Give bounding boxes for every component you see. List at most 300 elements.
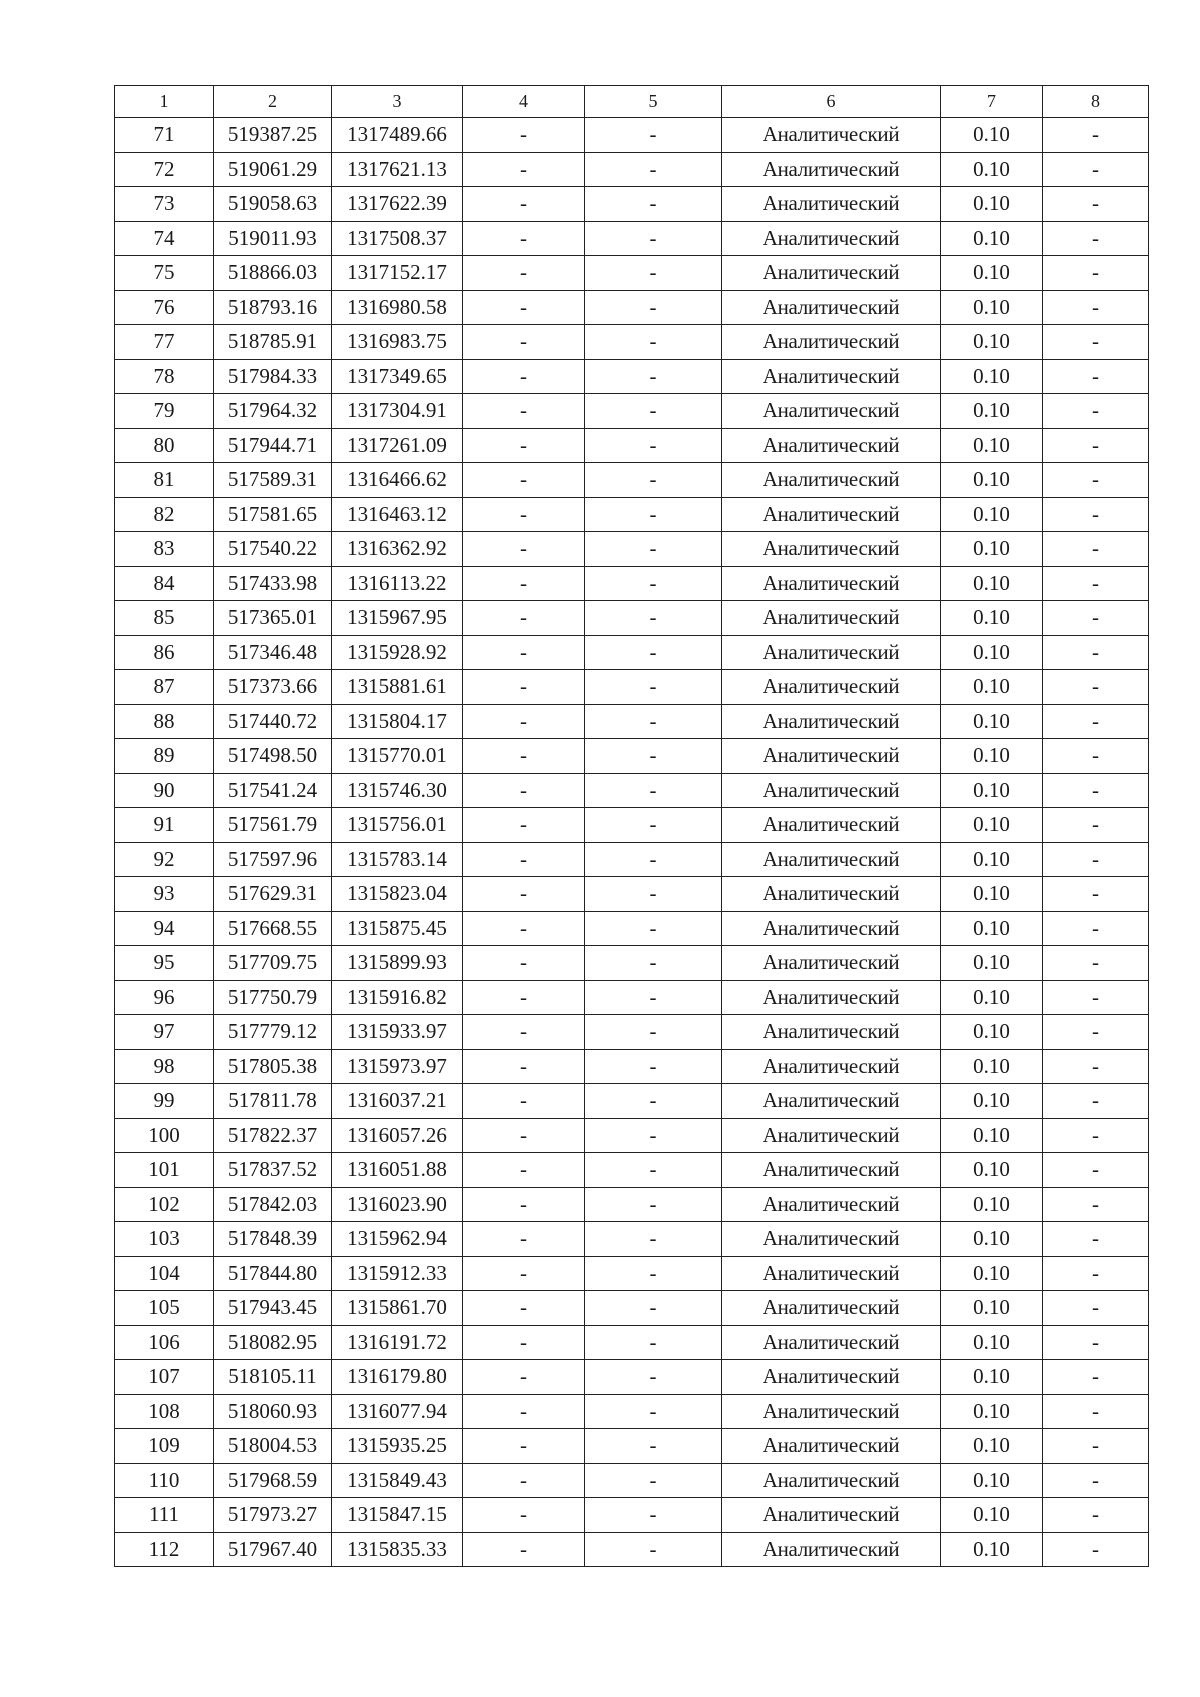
accuracy-cell: 0.10 bbox=[941, 670, 1043, 705]
x-coordinate-cell: 518793.16 bbox=[214, 290, 332, 325]
column-5-cell: - bbox=[585, 1429, 722, 1464]
method-cell: Аналитический bbox=[722, 1153, 941, 1188]
y-coordinate-cell: 1315935.25 bbox=[332, 1429, 463, 1464]
table-header bbox=[115, 86, 1149, 118]
method-cell: Аналитический bbox=[722, 1222, 941, 1257]
x-coordinate-cell: 517811.78 bbox=[214, 1084, 332, 1119]
method-cell: Аналитический bbox=[722, 118, 941, 153]
column-4-cell: - bbox=[463, 290, 585, 325]
y-coordinate-cell: 1315847.15 bbox=[332, 1498, 463, 1533]
method-cell: Аналитический bbox=[722, 739, 941, 774]
point-number-cell: 94 bbox=[115, 911, 214, 946]
table-row bbox=[115, 532, 1149, 567]
column-5-cell: - bbox=[585, 773, 722, 808]
table-row bbox=[115, 808, 1149, 843]
table-row bbox=[115, 325, 1149, 360]
y-coordinate-cell: 1316057.26 bbox=[332, 1118, 463, 1153]
column-5-cell: - bbox=[585, 980, 722, 1015]
y-coordinate-cell: 1315928.92 bbox=[332, 635, 463, 670]
accuracy-cell: 0.10 bbox=[941, 1049, 1043, 1084]
accuracy-cell: 0.10 bbox=[941, 1256, 1043, 1291]
x-coordinate-cell: 517433.98 bbox=[214, 566, 332, 601]
table-row bbox=[115, 256, 1149, 291]
column-5-cell: - bbox=[585, 1291, 722, 1326]
point-number-cell: 86 bbox=[115, 635, 214, 670]
method-cell: Аналитический bbox=[722, 1291, 941, 1326]
x-coordinate-cell: 519387.25 bbox=[214, 118, 332, 153]
table-row bbox=[115, 394, 1149, 429]
method-cell: Аналитический bbox=[722, 1118, 941, 1153]
point-number-cell: 85 bbox=[115, 601, 214, 636]
column-4-cell: - bbox=[463, 1291, 585, 1326]
y-coordinate-cell: 1316463.12 bbox=[332, 497, 463, 532]
accuracy-cell: 0.10 bbox=[941, 532, 1043, 567]
column-8-cell: - bbox=[1043, 394, 1149, 429]
y-coordinate-cell: 1315962.94 bbox=[332, 1222, 463, 1257]
column-5-cell: - bbox=[585, 187, 722, 222]
table-row bbox=[115, 739, 1149, 774]
point-number-cell: 108 bbox=[115, 1394, 214, 1429]
column-header: 8 bbox=[1043, 86, 1149, 118]
x-coordinate-cell: 517365.01 bbox=[214, 601, 332, 636]
table-row bbox=[115, 1222, 1149, 1257]
column-8-cell: - bbox=[1043, 877, 1149, 912]
method-cell: Аналитический bbox=[722, 1463, 941, 1498]
column-5-cell: - bbox=[585, 1049, 722, 1084]
method-cell: Аналитический bbox=[722, 1187, 941, 1222]
y-coordinate-cell: 1315861.70 bbox=[332, 1291, 463, 1326]
column-4-cell: - bbox=[463, 256, 585, 291]
x-coordinate-cell: 517561.79 bbox=[214, 808, 332, 843]
column-5-cell: - bbox=[585, 394, 722, 429]
column-8-cell: - bbox=[1043, 532, 1149, 567]
column-8-cell: - bbox=[1043, 118, 1149, 153]
column-5-cell: - bbox=[585, 221, 722, 256]
column-4-cell: - bbox=[463, 325, 585, 360]
method-cell: Аналитический bbox=[722, 1256, 941, 1291]
y-coordinate-cell: 1315823.04 bbox=[332, 877, 463, 912]
x-coordinate-cell: 518082.95 bbox=[214, 1325, 332, 1360]
accuracy-cell: 0.10 bbox=[941, 187, 1043, 222]
method-cell: Аналитический bbox=[722, 1394, 941, 1429]
point-number-cell: 99 bbox=[115, 1084, 214, 1119]
point-number-cell: 97 bbox=[115, 1015, 214, 1050]
y-coordinate-cell: 1316113.22 bbox=[332, 566, 463, 601]
column-4-cell: - bbox=[463, 911, 585, 946]
accuracy-cell: 0.10 bbox=[941, 1118, 1043, 1153]
accuracy-cell: 0.10 bbox=[941, 1429, 1043, 1464]
column-5-cell: - bbox=[585, 256, 722, 291]
x-coordinate-cell: 517964.32 bbox=[214, 394, 332, 429]
column-8-cell: - bbox=[1043, 1325, 1149, 1360]
column-8-cell: - bbox=[1043, 1049, 1149, 1084]
column-5-cell: - bbox=[585, 152, 722, 187]
table-row bbox=[115, 1394, 1149, 1429]
column-4-cell: - bbox=[463, 980, 585, 1015]
table-row bbox=[115, 1015, 1149, 1050]
column-8-cell: - bbox=[1043, 359, 1149, 394]
y-coordinate-cell: 1317349.65 bbox=[332, 359, 463, 394]
column-4-cell: - bbox=[463, 808, 585, 843]
column-5-cell: - bbox=[585, 911, 722, 946]
table-row bbox=[115, 980, 1149, 1015]
column-4-cell: - bbox=[463, 1463, 585, 1498]
column-4-cell: - bbox=[463, 1084, 585, 1119]
point-number-cell: 106 bbox=[115, 1325, 214, 1360]
point-number-cell: 81 bbox=[115, 463, 214, 498]
x-coordinate-cell: 517668.55 bbox=[214, 911, 332, 946]
column-8-cell: - bbox=[1043, 670, 1149, 705]
x-coordinate-cell: 517944.71 bbox=[214, 428, 332, 463]
column-4-cell: - bbox=[463, 704, 585, 739]
column-5-cell: - bbox=[585, 808, 722, 843]
column-5-cell: - bbox=[585, 601, 722, 636]
x-coordinate-cell: 517589.31 bbox=[214, 463, 332, 498]
table-row bbox=[115, 1360, 1149, 1395]
table-row bbox=[115, 463, 1149, 498]
table-row bbox=[115, 187, 1149, 222]
y-coordinate-cell: 1317622.39 bbox=[332, 187, 463, 222]
column-8-cell: - bbox=[1043, 325, 1149, 360]
column-4-cell: - bbox=[463, 842, 585, 877]
column-5-cell: - bbox=[585, 463, 722, 498]
accuracy-cell: 0.10 bbox=[941, 221, 1043, 256]
point-number-cell: 77 bbox=[115, 325, 214, 360]
table-row bbox=[115, 221, 1149, 256]
column-8-cell: - bbox=[1043, 1015, 1149, 1050]
column-4-cell: - bbox=[463, 877, 585, 912]
table-row bbox=[115, 1084, 1149, 1119]
point-number-cell: 83 bbox=[115, 532, 214, 567]
y-coordinate-cell: 1316191.72 bbox=[332, 1325, 463, 1360]
accuracy-cell: 0.10 bbox=[941, 1222, 1043, 1257]
method-cell: Аналитический bbox=[722, 1084, 941, 1119]
point-number-cell: 79 bbox=[115, 394, 214, 429]
column-header: 3 bbox=[332, 86, 463, 118]
column-4-cell: - bbox=[463, 1118, 585, 1153]
accuracy-cell: 0.10 bbox=[941, 152, 1043, 187]
table-row bbox=[115, 842, 1149, 877]
column-8-cell: - bbox=[1043, 601, 1149, 636]
point-number-cell: 71 bbox=[115, 118, 214, 153]
y-coordinate-cell: 1316466.62 bbox=[332, 463, 463, 498]
accuracy-cell: 0.10 bbox=[941, 1394, 1043, 1429]
column-4-cell: - bbox=[463, 1187, 585, 1222]
column-4-cell: - bbox=[463, 497, 585, 532]
table-row bbox=[115, 152, 1149, 187]
column-4-cell: - bbox=[463, 1360, 585, 1395]
y-coordinate-cell: 1316077.94 bbox=[332, 1394, 463, 1429]
column-5-cell: - bbox=[585, 1084, 722, 1119]
column-8-cell: - bbox=[1043, 1084, 1149, 1119]
table-row bbox=[115, 118, 1149, 153]
point-number-cell: 84 bbox=[115, 566, 214, 601]
column-4-cell: - bbox=[463, 773, 585, 808]
column-4-cell: - bbox=[463, 635, 585, 670]
column-8-cell: - bbox=[1043, 1187, 1149, 1222]
column-8-cell: - bbox=[1043, 1394, 1149, 1429]
column-8-cell: - bbox=[1043, 808, 1149, 843]
point-number-cell: 73 bbox=[115, 187, 214, 222]
column-5-cell: - bbox=[585, 1360, 722, 1395]
accuracy-cell: 0.10 bbox=[941, 118, 1043, 153]
y-coordinate-cell: 1316023.90 bbox=[332, 1187, 463, 1222]
y-coordinate-cell: 1317152.17 bbox=[332, 256, 463, 291]
table-row bbox=[115, 911, 1149, 946]
table-row bbox=[115, 290, 1149, 325]
point-number-cell: 109 bbox=[115, 1429, 214, 1464]
method-cell: Аналитический bbox=[722, 187, 941, 222]
y-coordinate-cell: 1316179.80 bbox=[332, 1360, 463, 1395]
column-5-cell: - bbox=[585, 946, 722, 981]
accuracy-cell: 0.10 bbox=[941, 566, 1043, 601]
point-number-cell: 72 bbox=[115, 152, 214, 187]
point-number-cell: 112 bbox=[115, 1532, 214, 1567]
x-coordinate-cell: 517597.96 bbox=[214, 842, 332, 877]
method-cell: Аналитический bbox=[722, 808, 941, 843]
method-cell: Аналитический bbox=[722, 256, 941, 291]
column-8-cell: - bbox=[1043, 842, 1149, 877]
column-5-cell: - bbox=[585, 1394, 722, 1429]
column-4-cell: - bbox=[463, 739, 585, 774]
column-8-cell: - bbox=[1043, 1256, 1149, 1291]
x-coordinate-cell: 517837.52 bbox=[214, 1153, 332, 1188]
column-4-cell: - bbox=[463, 152, 585, 187]
x-coordinate-cell: 517498.50 bbox=[214, 739, 332, 774]
accuracy-cell: 0.10 bbox=[941, 635, 1043, 670]
method-cell: Аналитический bbox=[722, 359, 941, 394]
table-row bbox=[115, 670, 1149, 705]
point-number-cell: 95 bbox=[115, 946, 214, 981]
table-row bbox=[115, 566, 1149, 601]
column-8-cell: - bbox=[1043, 187, 1149, 222]
table-row bbox=[115, 1291, 1149, 1326]
y-coordinate-cell: 1317621.13 bbox=[332, 152, 463, 187]
accuracy-cell: 0.10 bbox=[941, 773, 1043, 808]
x-coordinate-cell: 517844.80 bbox=[214, 1256, 332, 1291]
column-8-cell: - bbox=[1043, 221, 1149, 256]
accuracy-cell: 0.10 bbox=[941, 1498, 1043, 1533]
column-5-cell: - bbox=[585, 290, 722, 325]
x-coordinate-cell: 518105.11 bbox=[214, 1360, 332, 1395]
y-coordinate-cell: 1315835.33 bbox=[332, 1532, 463, 1567]
accuracy-cell: 0.10 bbox=[941, 256, 1043, 291]
accuracy-cell: 0.10 bbox=[941, 428, 1043, 463]
column-4-cell: - bbox=[463, 359, 585, 394]
y-coordinate-cell: 1315849.43 bbox=[332, 1463, 463, 1498]
point-number-cell: 88 bbox=[115, 704, 214, 739]
column-4-cell: - bbox=[463, 463, 585, 498]
method-cell: Аналитический bbox=[722, 394, 941, 429]
accuracy-cell: 0.10 bbox=[941, 1360, 1043, 1395]
column-8-cell: - bbox=[1043, 1498, 1149, 1533]
point-number-cell: 75 bbox=[115, 256, 214, 291]
column-5-cell: - bbox=[585, 1187, 722, 1222]
column-4-cell: - bbox=[463, 428, 585, 463]
x-coordinate-cell: 517540.22 bbox=[214, 532, 332, 567]
method-cell: Аналитический bbox=[722, 428, 941, 463]
method-cell: Аналитический bbox=[722, 1325, 941, 1360]
column-8-cell: - bbox=[1043, 463, 1149, 498]
table-row bbox=[115, 1256, 1149, 1291]
column-5-cell: - bbox=[585, 1498, 722, 1533]
column-4-cell: - bbox=[463, 1256, 585, 1291]
column-8-cell: - bbox=[1043, 1291, 1149, 1326]
method-cell: Аналитический bbox=[722, 1360, 941, 1395]
column-5-cell: - bbox=[585, 1153, 722, 1188]
x-coordinate-cell: 517848.39 bbox=[214, 1222, 332, 1257]
column-5-cell: - bbox=[585, 1325, 722, 1360]
y-coordinate-cell: 1317304.91 bbox=[332, 394, 463, 429]
x-coordinate-cell: 517967.40 bbox=[214, 1532, 332, 1567]
column-5-cell: - bbox=[585, 1222, 722, 1257]
x-coordinate-cell: 518004.53 bbox=[214, 1429, 332, 1464]
x-coordinate-cell: 519011.93 bbox=[214, 221, 332, 256]
table-row bbox=[115, 497, 1149, 532]
column-5-cell: - bbox=[585, 1463, 722, 1498]
point-number-cell: 104 bbox=[115, 1256, 214, 1291]
point-number-cell: 103 bbox=[115, 1222, 214, 1257]
column-header: 2 bbox=[214, 86, 332, 118]
column-8-cell: - bbox=[1043, 152, 1149, 187]
column-4-cell: - bbox=[463, 1222, 585, 1257]
x-coordinate-cell: 517629.31 bbox=[214, 877, 332, 912]
column-5-cell: - bbox=[585, 635, 722, 670]
column-4-cell: - bbox=[463, 670, 585, 705]
point-number-cell: 98 bbox=[115, 1049, 214, 1084]
table-row bbox=[115, 1463, 1149, 1498]
column-header: 7 bbox=[941, 86, 1043, 118]
column-5-cell: - bbox=[585, 566, 722, 601]
y-coordinate-cell: 1315746.30 bbox=[332, 773, 463, 808]
column-4-cell: - bbox=[463, 946, 585, 981]
column-4-cell: - bbox=[463, 118, 585, 153]
column-8-cell: - bbox=[1043, 256, 1149, 291]
column-8-cell: - bbox=[1043, 566, 1149, 601]
table-row bbox=[115, 1187, 1149, 1222]
method-cell: Аналитический bbox=[722, 152, 941, 187]
point-number-cell: 110 bbox=[115, 1463, 214, 1498]
point-number-cell: 87 bbox=[115, 670, 214, 705]
y-coordinate-cell: 1315933.97 bbox=[332, 1015, 463, 1050]
x-coordinate-cell: 517541.24 bbox=[214, 773, 332, 808]
column-5-cell: - bbox=[585, 842, 722, 877]
column-5-cell: - bbox=[585, 497, 722, 532]
accuracy-cell: 0.10 bbox=[941, 325, 1043, 360]
method-cell: Аналитический bbox=[722, 773, 941, 808]
accuracy-cell: 0.10 bbox=[941, 1325, 1043, 1360]
column-4-cell: - bbox=[463, 1325, 585, 1360]
coordinates-table bbox=[114, 85, 1149, 1567]
x-coordinate-cell: 517709.75 bbox=[214, 946, 332, 981]
x-coordinate-cell: 519061.29 bbox=[214, 152, 332, 187]
column-8-cell: - bbox=[1043, 946, 1149, 981]
header-row bbox=[115, 86, 1149, 118]
accuracy-cell: 0.10 bbox=[941, 601, 1043, 636]
x-coordinate-cell: 517373.66 bbox=[214, 670, 332, 705]
column-8-cell: - bbox=[1043, 911, 1149, 946]
accuracy-cell: 0.10 bbox=[941, 704, 1043, 739]
column-8-cell: - bbox=[1043, 290, 1149, 325]
table-row bbox=[115, 1325, 1149, 1360]
method-cell: Аналитический bbox=[722, 497, 941, 532]
x-coordinate-cell: 517750.79 bbox=[214, 980, 332, 1015]
column-8-cell: - bbox=[1043, 428, 1149, 463]
point-number-cell: 107 bbox=[115, 1360, 214, 1395]
point-number-cell: 100 bbox=[115, 1118, 214, 1153]
y-coordinate-cell: 1316037.21 bbox=[332, 1084, 463, 1119]
x-coordinate-cell: 518866.03 bbox=[214, 256, 332, 291]
y-coordinate-cell: 1316362.92 bbox=[332, 532, 463, 567]
method-cell: Аналитический bbox=[722, 1015, 941, 1050]
y-coordinate-cell: 1317489.66 bbox=[332, 118, 463, 153]
table-row bbox=[115, 635, 1149, 670]
column-4-cell: - bbox=[463, 221, 585, 256]
column-8-cell: - bbox=[1043, 1429, 1149, 1464]
method-cell: Аналитический bbox=[722, 670, 941, 705]
accuracy-cell: 0.10 bbox=[941, 1291, 1043, 1326]
x-coordinate-cell: 517440.72 bbox=[214, 704, 332, 739]
column-header: 1 bbox=[115, 86, 214, 118]
method-cell: Аналитический bbox=[722, 911, 941, 946]
column-4-cell: - bbox=[463, 1532, 585, 1567]
accuracy-cell: 0.10 bbox=[941, 1084, 1043, 1119]
y-coordinate-cell: 1315756.01 bbox=[332, 808, 463, 843]
column-4-cell: - bbox=[463, 187, 585, 222]
x-coordinate-cell: 517842.03 bbox=[214, 1187, 332, 1222]
column-5-cell: - bbox=[585, 704, 722, 739]
column-4-cell: - bbox=[463, 1049, 585, 1084]
y-coordinate-cell: 1316051.88 bbox=[332, 1153, 463, 1188]
method-cell: Аналитический bbox=[722, 946, 941, 981]
column-4-cell: - bbox=[463, 394, 585, 429]
table-row bbox=[115, 946, 1149, 981]
x-coordinate-cell: 517984.33 bbox=[214, 359, 332, 394]
column-header: 4 bbox=[463, 86, 585, 118]
accuracy-cell: 0.10 bbox=[941, 463, 1043, 498]
y-coordinate-cell: 1315804.17 bbox=[332, 704, 463, 739]
column-4-cell: - bbox=[463, 1394, 585, 1429]
accuracy-cell: 0.10 bbox=[941, 497, 1043, 532]
accuracy-cell: 0.10 bbox=[941, 359, 1043, 394]
column-5-cell: - bbox=[585, 428, 722, 463]
point-number-cell: 92 bbox=[115, 842, 214, 877]
x-coordinate-cell: 517581.65 bbox=[214, 497, 332, 532]
point-number-cell: 96 bbox=[115, 980, 214, 1015]
method-cell: Аналитический bbox=[722, 1498, 941, 1533]
point-number-cell: 111 bbox=[115, 1498, 214, 1533]
method-cell: Аналитический bbox=[722, 980, 941, 1015]
table-row bbox=[115, 1049, 1149, 1084]
accuracy-cell: 0.10 bbox=[941, 1015, 1043, 1050]
point-number-cell: 102 bbox=[115, 1187, 214, 1222]
column-8-cell: - bbox=[1043, 1222, 1149, 1257]
table-row bbox=[115, 359, 1149, 394]
column-8-cell: - bbox=[1043, 1153, 1149, 1188]
x-coordinate-cell: 517779.12 bbox=[214, 1015, 332, 1050]
column-8-cell: - bbox=[1043, 773, 1149, 808]
method-cell: Аналитический bbox=[722, 532, 941, 567]
point-number-cell: 91 bbox=[115, 808, 214, 843]
column-8-cell: - bbox=[1043, 1118, 1149, 1153]
column-5-cell: - bbox=[585, 670, 722, 705]
column-5-cell: - bbox=[585, 359, 722, 394]
column-header: 5 bbox=[585, 86, 722, 118]
x-coordinate-cell: 517822.37 bbox=[214, 1118, 332, 1153]
column-8-cell: - bbox=[1043, 1463, 1149, 1498]
point-number-cell: 76 bbox=[115, 290, 214, 325]
y-coordinate-cell: 1316983.75 bbox=[332, 325, 463, 360]
